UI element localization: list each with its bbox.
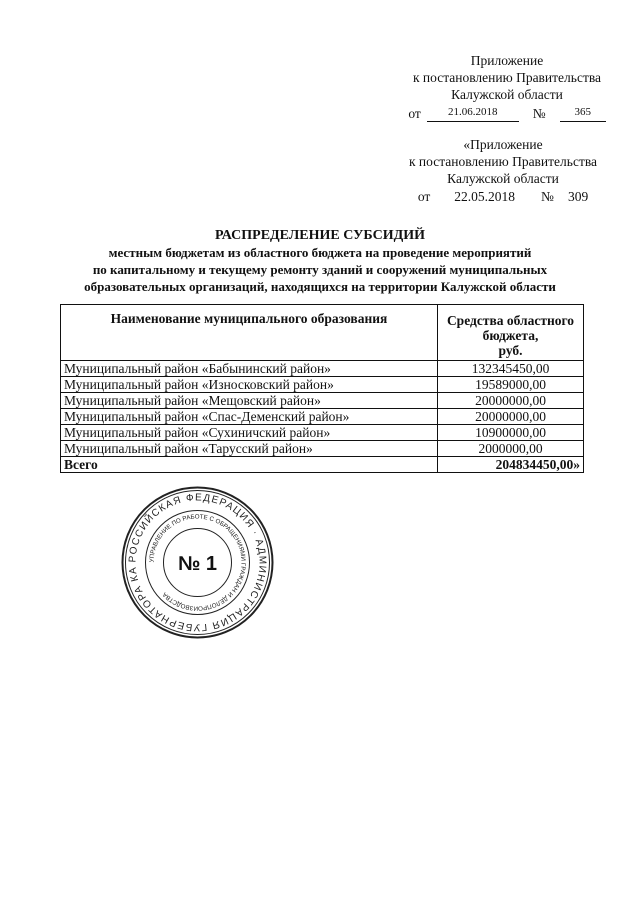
stamp-outer-text: РОССИЙСКАЯ ФЕДЕРАЦИЯ · АДМИНИСТРАЦИЯ ГУБЕРНАТОРА КА: [127, 492, 268, 633]
subsidy-amount: 10900000,00: [438, 425, 584, 441]
subsidy-amount: 19589000,00: [438, 377, 584, 393]
document-title: [40, 228, 600, 295]
table-total-row: [61, 457, 584, 473]
appendix-decree-label: к постановлению Правительства: [412, 70, 602, 85]
municipality-name: Муниципальный район «Сухиничский район»: [61, 425, 438, 441]
date-prefix: от: [417, 189, 431, 204]
subsidy-amount: 132345450,00: [438, 361, 584, 377]
official-stamp: [120, 485, 275, 640]
number-prefix: №: [541, 189, 554, 204]
table-row: [61, 361, 584, 377]
column-header-amount-l1: Средства областного: [446, 313, 575, 328]
number-prefix: №: [532, 106, 546, 121]
subsidy-amount: 2000000,00: [438, 441, 584, 457]
column-header-amount-l3: руб.: [498, 343, 523, 358]
table-row: [61, 425, 584, 441]
total-amount: 204834450,00»: [438, 457, 584, 473]
table-row: [61, 409, 584, 425]
decree-number: 365: [560, 104, 606, 122]
municipality-name: Муниципальный район «Бабынинский район»: [61, 361, 438, 377]
appendix-label: «Приложение: [463, 137, 543, 152]
appendix-region-label: Калужской области: [447, 171, 559, 186]
municipality-name: Муниципальный район «Мещовский район»: [61, 393, 438, 409]
column-header-amount: [438, 305, 584, 361]
appendix-header-current: [392, 52, 622, 122]
appendix-header-original: [388, 136, 618, 205]
municipality-name: Муниципальный район «Износковский район»: [61, 377, 438, 393]
date-prefix: от: [408, 106, 421, 121]
appendix-label: Приложение: [470, 53, 544, 68]
municipality-name: Муниципальный район «Тарусский район»: [61, 441, 438, 457]
total-label: Всего: [61, 457, 438, 473]
decree-number: 309: [567, 189, 589, 204]
table-row: [61, 377, 584, 393]
table-row: [61, 441, 584, 457]
decree-date: 22.05.2018: [454, 189, 516, 204]
title-sub-2: по капитальному и текущему ремонту зданий и сооружений муниципальных: [92, 262, 548, 277]
title-main: РАСПРЕДЕЛЕНИЕ СУБСИДИЙ: [214, 228, 425, 243]
subsidy-table: [60, 304, 584, 473]
title-sub-1: местным бюджетам из областного бюджета на проведение мероприятий: [108, 245, 532, 260]
table-header-row: [61, 305, 584, 361]
municipality-name: Муниципальный район «Спас-Деменский район»: [61, 409, 438, 425]
column-header-name: Наименование муниципального образования: [61, 305, 438, 361]
table-row: [61, 393, 584, 409]
appendix-region-label: Калужской области: [451, 87, 563, 102]
subsidy-amount: 20000000,00: [438, 409, 584, 425]
title-sub-3: образовательных организаций, находящихся на территории Калужской области: [84, 279, 556, 294]
stamp-seal-icon: [120, 485, 275, 640]
stamp-inner-text: УПРАВЛЕНИЕ ПО РАБОТЕ С ОБРАЩЕНИЯМИ ГРАЖДАН И ДЕЛОПРОИЗВОДСТВА: [148, 513, 247, 612]
appendix-decree-label: к постановлению Правительства: [408, 154, 598, 169]
subsidy-amount: 20000000,00: [438, 393, 584, 409]
decree-date: 21.06.2018: [427, 104, 519, 122]
stamp-number: № 1: [178, 553, 217, 575]
column-header-amount-l2: бюджета,: [482, 328, 539, 343]
